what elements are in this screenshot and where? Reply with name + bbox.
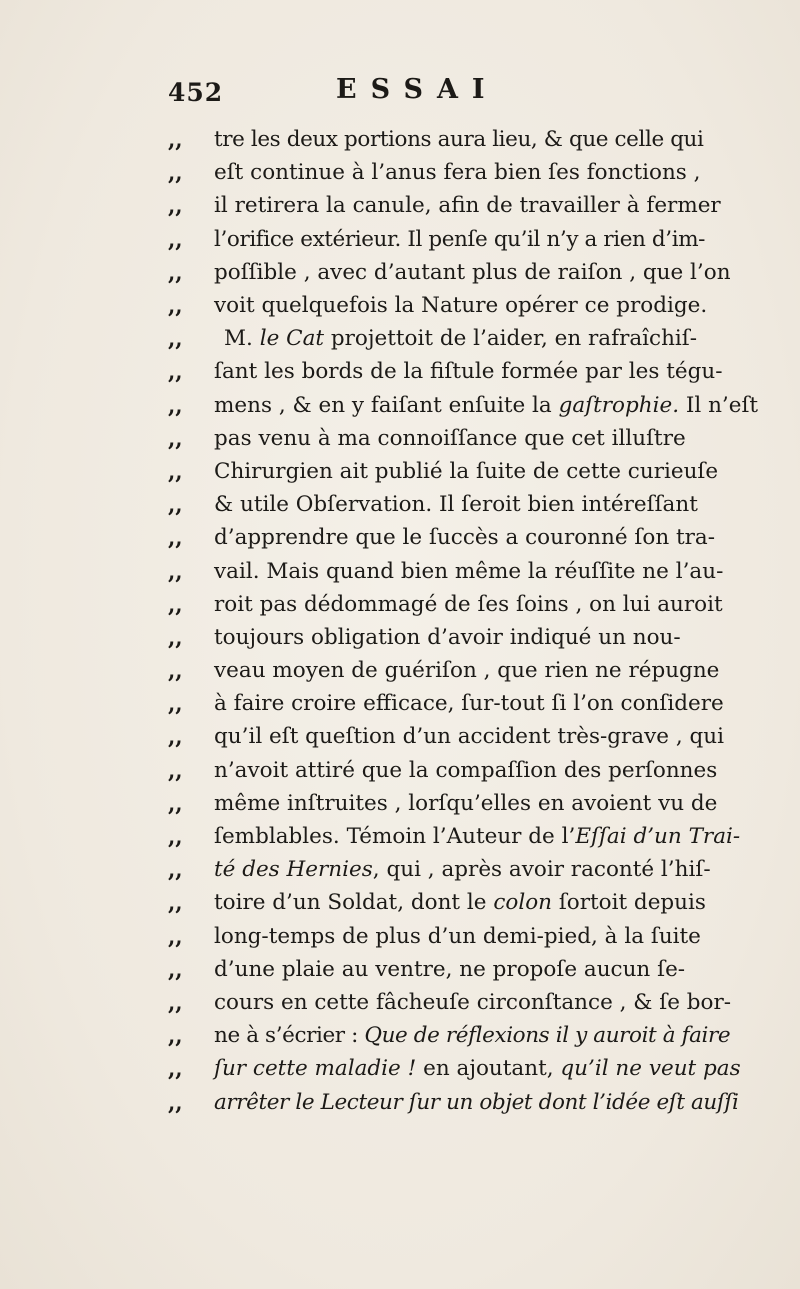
text-segment: ne à s’écrier : — [214, 1023, 365, 1049]
text-line — [168, 389, 759, 422]
line-text — [214, 555, 748, 588]
text-segment: eſt continue à l’anus fera bien ſes fonctions , — [214, 160, 701, 186]
text-line — [168, 189, 748, 222]
quotation-mark: ,, — [168, 724, 183, 750]
text-line — [168, 355, 748, 388]
italic-segment: qu’il ne veut pas — [560, 1056, 741, 1082]
text-line — [168, 986, 748, 1019]
quotation-mark: ,, — [168, 691, 183, 717]
quotation-mark: ,, — [168, 1056, 183, 1082]
text-segment: veau moyen de guériſon , que rien ne répugne — [214, 658, 720, 684]
text-segment: à faire croire efficace, ſur-tout ſi l’on conſidere — [214, 691, 724, 717]
text-segment: roit pas dédommagé de ſes ſoins , on lui auroit — [214, 591, 723, 617]
quotation-mark: ,, — [168, 193, 183, 219]
text-segment: mens , & en y faiſant enſuite la — [214, 392, 559, 418]
text-segment: poſſible , avec d’autant plus de raiſon , que l’on — [214, 259, 731, 285]
text-segment: l’orifice extérieur. Il penſe qu’il n’y a rien d’im- — [214, 226, 706, 252]
text-segment: même inſtruites , lorſqu’elles en avoient vu de — [214, 790, 718, 816]
line-text — [214, 289, 748, 322]
text-segment: toire d’un Soldat, dont le — [214, 890, 494, 916]
line-text — [214, 156, 748, 189]
text-segment: n’avoit attiré que la compaſſion des perſonnes — [214, 757, 718, 783]
quotation-mark: ,, — [168, 790, 183, 816]
text-segment: ſant les bords de la fiſtule formée par les tégu- — [214, 359, 723, 385]
line-text — [214, 521, 748, 554]
text-line — [168, 820, 748, 853]
text-segment: & utile Obſervation. Il ſeroit bien intéreſſant — [214, 492, 698, 518]
text-segment: ſemblables. Témoin l’Auteur de l’ — [214, 824, 576, 850]
text-segment: qu’il eſt queſtion d’un accident très-grave , qui — [214, 724, 724, 750]
quotation-mark: ,, — [168, 1023, 183, 1049]
text-segment: , qui , après avoir raconté l’hiſ- — [372, 857, 711, 883]
line-text — [214, 886, 748, 919]
quotation-mark: ,, — [168, 392, 183, 418]
italic-segment: colon — [493, 890, 552, 916]
line-text — [214, 720, 748, 753]
text-segment: Il n’eſt — [679, 392, 759, 418]
line-text — [214, 355, 748, 388]
text-line — [168, 455, 748, 488]
quotation-mark: ,, — [168, 458, 183, 484]
text-segment: ſortoit depuis — [551, 890, 706, 916]
line-text — [214, 754, 748, 787]
text-line — [168, 621, 748, 654]
text-segment: voit quelquefois la Nature opérer ce prodige. — [214, 293, 708, 319]
text-line — [168, 521, 748, 554]
quotation-mark: ,, — [168, 492, 183, 518]
text-segment: vail. Mais quand bien même la réuſſite ne l’au- — [214, 558, 724, 584]
line-text — [214, 920, 748, 953]
italic-segment: gaſtrophie. — [558, 392, 680, 418]
text-line — [168, 256, 748, 289]
line-text — [214, 1086, 748, 1119]
text-line — [168, 953, 748, 986]
quotation-mark: ,, — [168, 658, 183, 684]
line-text — [214, 820, 748, 853]
line-text — [214, 189, 748, 222]
italic-segment: ſur cette maladie ! — [214, 1056, 417, 1082]
text-segment: cours en cette fâcheuſe circonſtance , & ſe bor- — [214, 989, 732, 1015]
italic-segment: té des Hernies — [214, 857, 373, 883]
quotation-mark: ,, — [168, 956, 183, 982]
quotation-mark: ,, — [168, 1089, 183, 1115]
text-line — [168, 754, 748, 787]
text-line — [168, 554, 748, 587]
quotation-mark: ,, — [168, 525, 183, 551]
page-number: 452 — [168, 78, 224, 107]
line-text — [214, 953, 748, 986]
text-segment: long-temps de plus d’un demi-pied, à la ſuite — [214, 923, 701, 949]
text-segment: toujours obligation d’avoir indiqué un nou- — [214, 624, 681, 650]
text-line — [168, 720, 748, 753]
line-text — [214, 389, 758, 422]
line-text — [214, 322, 748, 355]
line-text — [214, 223, 748, 256]
line-text — [214, 986, 748, 1019]
line-text — [214, 654, 748, 687]
text-line — [168, 588, 748, 621]
line-text — [214, 256, 748, 289]
text-segment: en ajoutant, — [416, 1056, 561, 1082]
text-line — [168, 654, 748, 687]
quotation-mark: ,, — [168, 624, 183, 650]
quotation-mark: ,, — [168, 923, 183, 949]
text-segment: d’apprendre que le ſuccès a couronné ſon tra- — [214, 525, 716, 551]
quotation-mark: ,, — [168, 857, 183, 883]
quotation-mark: ,, — [168, 259, 183, 285]
line-text — [214, 687, 748, 720]
text-line — [168, 322, 748, 355]
text-line — [168, 422, 748, 455]
line-text — [214, 422, 748, 455]
quotation-mark: ,, — [168, 226, 183, 252]
line-text — [214, 588, 748, 621]
text-line — [168, 886, 748, 919]
quotation-mark: ,, — [168, 757, 183, 783]
text-line — [168, 920, 748, 953]
quotation-mark: ,, — [168, 890, 183, 916]
body-text — [168, 123, 759, 1119]
text-line — [168, 687, 748, 720]
italic-segment: Eſſai d’un Trai- — [575, 824, 741, 850]
text-line — [168, 289, 748, 322]
quotation-mark: ,, — [168, 326, 183, 352]
quotation-mark: ,, — [168, 425, 183, 451]
text-segment: M. — [224, 326, 260, 352]
quotation-mark: ,, — [168, 293, 183, 319]
text-segment: d’une plaie au ventre, ne propoſe aucun ſe- — [214, 956, 686, 982]
text-line — [168, 1052, 748, 1085]
text-segment: projettoit de l’aider, en rafraîchiſ- — [324, 326, 698, 352]
italic-segment: Que de réflexions il y auroit à faire — [364, 1023, 731, 1049]
text-line — [168, 853, 748, 886]
line-text — [214, 787, 748, 820]
line-text — [214, 853, 748, 886]
line-text — [214, 123, 748, 156]
running-title: ESSAI — [336, 74, 499, 105]
text-segment: il retirera la canule, afin de travailler à fermer — [214, 193, 721, 219]
line-text — [214, 1052, 748, 1085]
line-text — [214, 488, 748, 521]
text-line — [168, 156, 748, 189]
quotation-mark: ,, — [168, 160, 183, 186]
quotation-mark: ,, — [168, 824, 183, 850]
quotation-mark: ,, — [168, 558, 183, 584]
italic-segment: arrêter le Lecteur ſur un objet dont l’idée eſt auſſi — [214, 1089, 739, 1115]
text-segment: pas venu à ma connoiſſance que cet illuſtre — [214, 425, 686, 451]
text-line — [168, 488, 748, 521]
line-text — [214, 455, 748, 488]
line-text — [214, 621, 748, 654]
text-line — [168, 1085, 748, 1118]
page-header — [0, 74, 800, 118]
text-line — [168, 123, 748, 156]
text-line — [168, 1019, 748, 1052]
text-segment: tre les deux portions aura lieu, & que celle qui — [214, 127, 704, 153]
line-text — [214, 1019, 748, 1052]
text-segment: Chirurgien ait publié la ſuite de cette curieuſe — [214, 458, 719, 484]
quotation-mark: ,, — [168, 591, 183, 617]
quotation-mark: ,, — [168, 989, 183, 1015]
italic-segment: le Cat — [259, 326, 325, 352]
quotation-mark: ,, — [168, 127, 183, 153]
text-line — [168, 223, 748, 256]
quotation-mark: ,, — [168, 359, 183, 385]
text-line — [168, 787, 748, 820]
